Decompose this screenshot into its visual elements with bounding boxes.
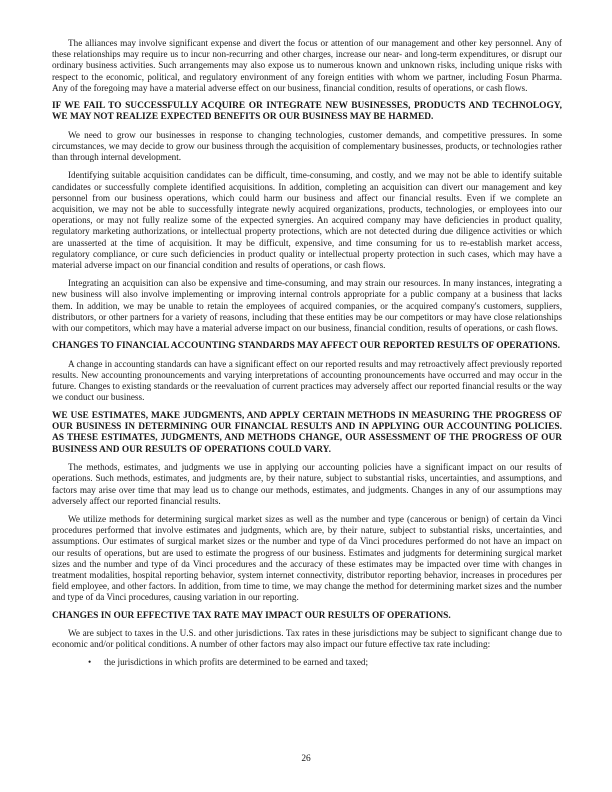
bullet-list [52,657,562,668]
list-item [52,657,562,668]
body-paragraph: The methods, estimates, and judgments we use in applying our accounting policies have a significant impact on our results of operations. Such methods, estimates, and judgments are, by their nature, subject to substantial risks, uncertainties, and assumptions, and factors may arise over time that may lead us to change our methods, estimates, and judgments. Changes in any of our assumptions may adversely affect our reported financial results. [52,462,562,506]
section-heading: WE USE ESTIMATES, MAKE JUDGMENTS, AND APPLY CERTAIN METHODS IN MEASURING THE PROGRESS OF OUR BUSINESS IN DETERMINING OUR FINANCIAL RESULTS AND IN APPLYING OUR ACCOUNTING POLICIES. AS THESE ESTIMATES, JUDGMENTS, AND METHODS CHANGE, OUR ASSESSMENT OF THE PROGRESS OF OUR BUSINESS AND OUR RESULTS OF OPERATIONS COULD VARY. [52,410,562,455]
body-paragraph: We are subject to taxes in the U.S. and other jurisdictions. Tax rates in these jurisdictions may be subject to significant change due to economic and/or political conditions. A number of other factors may also impact our future effective tax rate including: [52,627,562,650]
document-page [52,38,562,669]
document-body [52,38,562,650]
bullet-marker: • [88,657,92,668]
body-paragraph: Integrating an acquisition can also be expensive and time-consuming, and may strain our resources. In many instances, integrating a new business will also involve implementing or improving internal controls appropriate for a public company at a business that lacks them. In addition, we may be unable to retain the employees of acquired companies, or the acquired company's customers, suppliers, distributors, or other partners for a variety of reasons, including that these entities may be our competitors or may have close relationships with our competitors, which may have a material adverse impact on our business, financial condition, results of operations, or cash flows. [52,278,562,334]
list-item-text: the jurisdictions in which profits are determined to be earned and taxed; [104,657,369,668]
page-number: 26 [301,754,311,764]
section-heading: CHANGES TO FINANCIAL ACCOUNTING STANDARDS MAY AFFECT OUR REPORTED RESULTS OF OPERATIONS. [52,341,560,352]
section-heading: IF WE FAIL TO SUCCESSFULLY ACQUIRE OR INTEGRATE NEW BUSINESSES, PRODUCTS AND TECHNOLOGY, WE MAY NOT REALIZE EXPECTED BENEFITS OR OUR BUSINESS MAY BE HARMED. [52,101,562,123]
body-paragraph: The alliances may involve significant expense and divert the focus or attention of our management and other key personnel. Any of these relationships may require us to incur non-recurring and other charges, increase our near- and long-term expenditures, or disrupt our ordinary business activities. Such arrangements may also expose us to numerous known and unknown risks, including unique risks with respect to the economic, political, and regulatory environment of any foreign entities with whom we partner, including Fosun Pharma. Any of the foregoing may have a material adverse effect on our business, financial condition, results of operations, or cash flows. [52,38,562,93]
body-paragraph: A change in accounting standards can have a significant effect on our reported results and may retroactively affect previously reported results. New accounting pronouncements and varying interpretations of accounting pronouncements have occurred and may occur in the future. Changes to existing standards or the reevaluation of current practices may adversely affect our reported financial results or the way we conduct our business. [52,358,562,403]
body-paragraph: We need to grow our businesses in response to changing technologies, customer demands, and competitive pressures. In some circumstances, we may decide to grow our business through the acquisition of complementary businesses, products, or technologies rather than through internal development. [52,129,562,163]
body-paragraph: Identifying suitable acquisition candidates can be difficult, time-consuming, and costly, and we may not be able to identify suitable candidates or successfully complete identified acquisitions. In addition, completing an acquisition can divert our management and key personnel from our business operations, which could harm our business and affect our financial results. Even if we complete an acquisition, we may not be able to successfully integrate newly acquired organizations, products, technologies, or employees into our operations, or may not fully realize some of the expected synergies. An acquired company may have deficiencies in product quality, regulatory marketing authorizations, or intellectual property protections, which are not detected during due diligence activities or which are unasserted at the time of acquisition. It may be difficult, expensive, and time consuming for us to re-establish market access, regulatory compliance, or cure such deficiencies in product quality or intellectual property protection in such cases, which may have a material adverse impact on our financial condition and results of operations, or cash flows. [52,170,562,271]
body-paragraph: We utilize methods for determining surgical market sizes as well as the number and type (cancerous or benign) of certain da Vinci procedures performed that involve estimates and judgments, which are, by their nature, subject to substantial risks, uncertainties, and assumptions. Our estimates of surgical market sizes or the number and type of da Vinci procedures performed do not have an impact on our results of operations, but are used to estimate the progress of our business. Estimates and judgments for determining surgical market sizes and the number and type of da Vinci procedures and the accuracy of these estimates may be impacted over time with changes in treatment modalities, hospital reporting behavior, system internet connectivity, distributor reporting behavior, increases in procedures per field employee, and other factors. In addition, from time to time, we may change the method for determining market sizes and the number and type of da Vinci procedures, causing variation in our reporting. [52,513,562,603]
section-heading: CHANGES IN OUR EFFECTIVE TAX RATE MAY IMPACT OUR RESULTS OF OPERATIONS. [52,610,451,621]
